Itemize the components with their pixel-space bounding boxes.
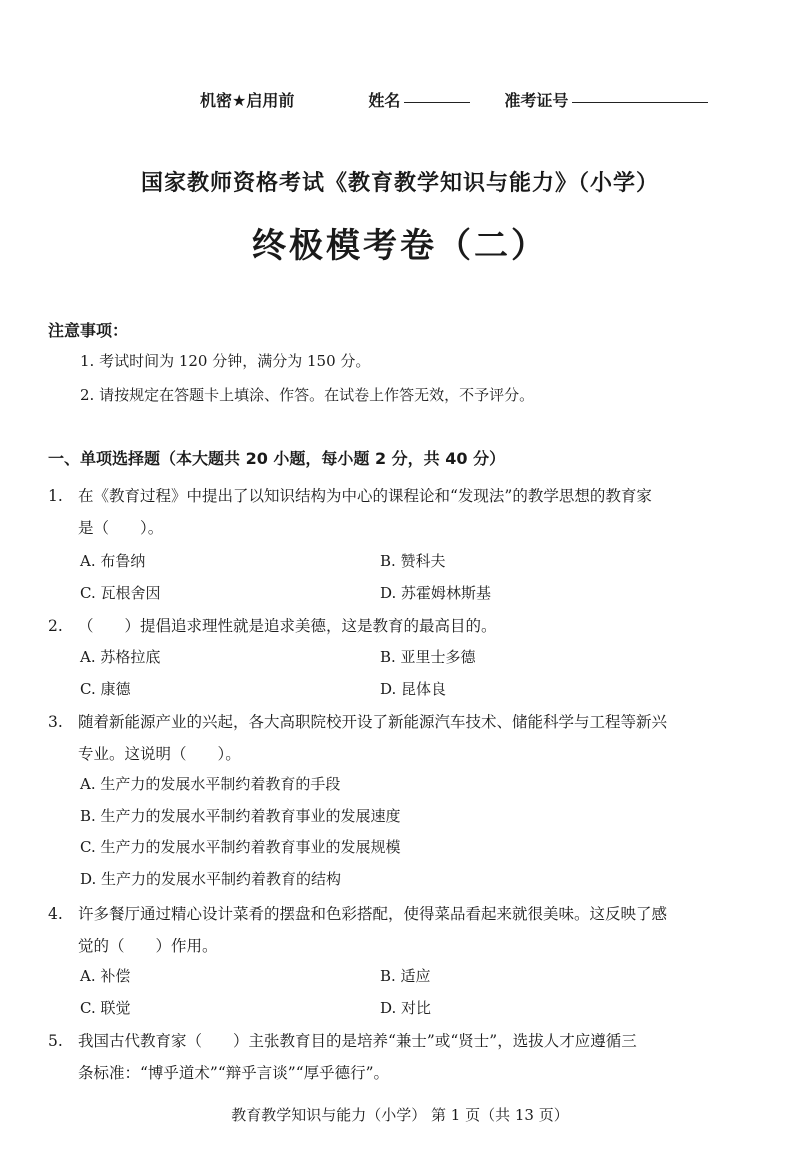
notice-heading: 注意事项： [48, 321, 129, 340]
question-text-cont: 专业。这说明（ ）。 [78, 745, 241, 763]
question-4-options [80, 961, 740, 1024]
option-a[interactable]: A. 布鲁纳 [80, 552, 146, 570]
option-b[interactable]: B. 赞科夫 [380, 552, 446, 570]
question-number: 2. [48, 617, 63, 635]
page-footer: 教育教学知识与能力（小学） 第 1 页（共 13 页） [231, 1106, 569, 1124]
option-c[interactable]: C. 生产力的发展水平制约着教育事业的发展规模 [80, 838, 401, 856]
question-text: （ ）提倡追求理性就是追求美德，这是教育的最高目的。 [78, 617, 497, 635]
question-text: 许多餐厅通过精心设计菜肴的摆盘和色彩搭配，使得菜品看起来就很美味。这反映了感 [78, 905, 668, 923]
question-3 [48, 706, 748, 770]
question-text: 随着新能源产业的兴起，各大高职院校开设了新能源汽车技术、储能科学与工程等新兴 [78, 713, 668, 731]
option-a[interactable]: A. 苏格拉底 [80, 648, 161, 666]
option-d[interactable]: D. 苏霍姆林斯基 [380, 583, 492, 602]
confidential-label: 机密★启用前 [200, 91, 295, 110]
name-label: 姓名 [368, 91, 401, 110]
option-c[interactable]: C. 瓦根舍因 [80, 583, 161, 602]
exam-title: 国家教师资格考试《教育教学知识与能力》（小学） [140, 171, 659, 196]
question-number: 4. [48, 905, 63, 923]
option-d[interactable]: D. 对比 [380, 998, 432, 1017]
question-number: 1. [48, 487, 63, 505]
exam-id-blank[interactable] [572, 101, 708, 103]
option-b[interactable]: B. 亚里士多德 [380, 648, 476, 666]
question-text-cont: 觉的（ ）作用。 [78, 937, 218, 955]
option-d[interactable]: D. 昆体良 [380, 679, 447, 698]
question-1-options [80, 546, 740, 609]
option-c[interactable]: C. 康德 [80, 679, 131, 698]
option-b[interactable]: B. 适应 [380, 967, 431, 985]
exam-subtitle: 终极模考卷（二） [252, 226, 548, 266]
exam-id-field [504, 88, 708, 111]
name-field [368, 88, 470, 111]
notice-item: 1. 考试时间为 120 分钟，满分为 150 分。 [80, 352, 371, 370]
section-heading: 一、单项选择题（本大题共 20 小题，每小题 2 分，共 40 分） [48, 449, 506, 468]
question-text: 我国古代教育家（ ）主张教育目的是培养“兼士”或“贤士”，选拔人才应遵循三 [78, 1032, 637, 1050]
question-2-options [80, 642, 740, 705]
question-text-cont: 是（ ）。 [78, 519, 164, 537]
question-4 [48, 898, 748, 962]
question-text: 在《教育过程》中提出了以知识结构为中心的课程论和“发现法”的教学思想的教育家 [78, 487, 652, 505]
option-d[interactable]: D. 生产力的发展水平制约着教育的结构 [80, 869, 342, 888]
option-c[interactable]: C. 联觉 [80, 998, 131, 1017]
question-5 [48, 1025, 748, 1089]
question-2 [48, 610, 748, 642]
option-a[interactable]: A. 补偿 [80, 967, 131, 985]
question-3-options [80, 769, 740, 895]
question-text-cont: 条标准：“博乎道术”“辩乎言谈”“厚乎德行”。 [78, 1064, 390, 1082]
notice-item: 2. 请按规定在答题卡上填涂、作答。在试卷上作答无效，不予评分。 [80, 386, 535, 404]
exam-id-label: 准考证号 [504, 91, 569, 110]
option-b[interactable]: B. 生产力的发展水平制约着教育事业的发展速度 [80, 806, 401, 825]
question-number: 3. [48, 713, 63, 731]
option-a[interactable]: A. 生产力的发展水平制约着教育的手段 [80, 775, 341, 793]
question-1 [48, 480, 748, 544]
exam-header [200, 88, 760, 111]
question-number: 5. [48, 1032, 63, 1050]
name-blank[interactable] [404, 101, 470, 103]
